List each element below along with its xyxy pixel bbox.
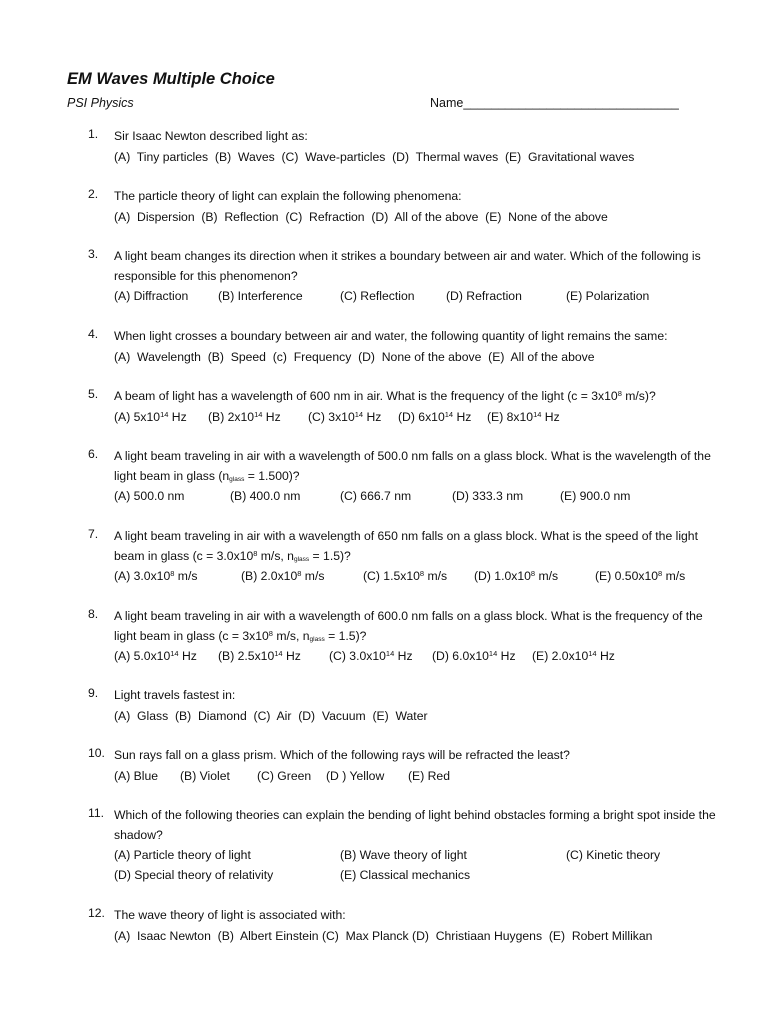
option-unit: m/s bbox=[174, 569, 198, 583]
option-b: (B) 400.0 nm bbox=[230, 489, 301, 503]
exponent: 14 bbox=[488, 649, 498, 658]
question-11 bbox=[88, 806, 718, 885]
question-6 bbox=[88, 447, 718, 506]
options-line: (A) Wavelength (B) Speed (c) Frequency (D) None of the above (E) All of the above bbox=[114, 349, 595, 364]
option-d bbox=[474, 566, 558, 586]
text-part: A light beam traveling in air with a wavelength of 600.0 nm falls on a glass block. What is the frequency of the light beam in glass (c = 3x10 bbox=[114, 609, 703, 643]
option-unit: Hz bbox=[262, 409, 281, 424]
option-label: (C) 1.5x10 bbox=[363, 569, 420, 583]
option-e: (E) Red bbox=[408, 768, 450, 783]
option-unit: Hz bbox=[541, 409, 560, 424]
options-line: (A) Isaac Newton (B) Albert Einstein (C) Max Planck (D) Christiaan Huygens (E) Robert Millikan bbox=[114, 928, 653, 943]
question-number: 2. bbox=[88, 187, 99, 201]
question-4 bbox=[88, 327, 718, 367]
exponent: 14 bbox=[160, 409, 169, 419]
answer-options-row-2 bbox=[114, 865, 718, 885]
option-label: (B) 2.0x10 bbox=[241, 569, 298, 583]
answer-options bbox=[114, 566, 718, 586]
course-label: PSI Physics bbox=[67, 96, 134, 110]
text-part: m/s, n bbox=[257, 548, 294, 563]
text-part: = 1.5)? bbox=[324, 628, 367, 643]
text-part: m/s, n bbox=[272, 628, 310, 643]
option-unit: Hz bbox=[282, 649, 301, 663]
question-12 bbox=[88, 906, 718, 946]
exponent: 14 bbox=[588, 649, 597, 658]
option-label: (D) 6x10 bbox=[398, 409, 445, 424]
question-number: 11. bbox=[88, 806, 105, 820]
subscript: glass bbox=[229, 475, 245, 483]
question-number: 6. bbox=[88, 447, 99, 461]
question-text bbox=[114, 387, 718, 407]
question-2 bbox=[88, 187, 718, 227]
option-unit: Hz bbox=[453, 409, 472, 424]
option-d bbox=[432, 646, 516, 666]
question-text: Which of the following theories can explain the bending of light behind obstacles forming a bright spot inside the shadow? bbox=[114, 808, 716, 842]
exponent: 8 bbox=[530, 569, 536, 578]
option-d: (D) Refraction bbox=[446, 289, 522, 303]
exponent: 8 bbox=[617, 389, 622, 398]
question-number: 4. bbox=[88, 327, 99, 341]
option-a: (A) Blue bbox=[114, 768, 159, 783]
option-e: (E) 900.0 nm bbox=[560, 489, 631, 503]
answer-options bbox=[114, 646, 718, 666]
option-d: (D ) Yellow bbox=[326, 768, 385, 783]
option-a bbox=[114, 646, 197, 666]
option-c: (C) Kinetic theory bbox=[566, 848, 661, 862]
subscript: glass bbox=[309, 635, 325, 643]
option-unit: Hz bbox=[178, 649, 197, 663]
option-a: (A) Diffraction bbox=[114, 289, 189, 303]
option-a: (A) 500.0 nm bbox=[114, 489, 185, 503]
option-b bbox=[241, 566, 324, 586]
option-unit: Hz bbox=[596, 649, 615, 663]
option-label: (C) 3x10 bbox=[308, 409, 355, 424]
answer-options bbox=[114, 766, 718, 786]
option-a bbox=[114, 407, 187, 427]
option-unit: m/s bbox=[662, 569, 686, 583]
option-c: (C) Green bbox=[257, 768, 312, 783]
option-label: (C) 3.0x10 bbox=[329, 649, 386, 663]
exponent: 14 bbox=[354, 409, 364, 419]
exponent: 14 bbox=[170, 649, 179, 658]
question-text: The particle theory of light can explain the following phenomena: bbox=[114, 189, 462, 203]
text-part: A light beam traveling in air with a wavelength of 650 nm falls on a glass block. What is the speed of the light beam in glass (c = 3.0x10 bbox=[114, 529, 698, 563]
text-part: = 1.5)? bbox=[309, 548, 351, 563]
question-8 bbox=[88, 607, 718, 666]
option-label: (A) 5x10 bbox=[114, 409, 161, 424]
option-unit: Hz bbox=[168, 409, 187, 424]
option-b bbox=[218, 646, 301, 666]
option-e bbox=[487, 407, 560, 427]
question-number: 9. bbox=[88, 686, 99, 700]
option-a: (A) Particle theory of light bbox=[114, 848, 251, 862]
answer-options bbox=[114, 207, 718, 227]
text-part: A beam of light has a wavelength of 600 nm in air. What is the frequency of the light (c = 3x10 bbox=[114, 389, 618, 403]
answer-options bbox=[114, 347, 718, 367]
option-label: (E) 8x10 bbox=[487, 409, 534, 424]
question-9 bbox=[88, 686, 718, 726]
question-text: A light beam changes its direction when it strikes a boundary between air and water. Which of the following is responsible for this phenomenon? bbox=[114, 249, 701, 283]
exponent: 14 bbox=[385, 649, 395, 658]
text-part: = 1.500)? bbox=[244, 468, 300, 483]
question-10 bbox=[88, 746, 718, 786]
option-label: (D) 1.0x10 bbox=[474, 569, 531, 583]
answer-options bbox=[114, 407, 718, 427]
question-number: 1. bbox=[88, 127, 99, 141]
question-number: 5. bbox=[88, 387, 99, 401]
option-d: (D) 333.3 nm bbox=[452, 489, 524, 503]
question-number: 10. bbox=[88, 746, 105, 760]
exponent: 8 bbox=[253, 548, 258, 558]
options-line: (A) Dispersion (B) Reflection (C) Refraction (D) All of the above (E) None of the above bbox=[114, 209, 608, 224]
options-line: (A) Tiny particles (B) Waves (C) Wave-particles (D) Thermal waves (E) Gravitational waves bbox=[114, 149, 635, 164]
question-text bbox=[114, 607, 718, 646]
question-text bbox=[114, 447, 718, 486]
question-number: 12. bbox=[88, 906, 105, 920]
page-title: EM Waves Multiple Choice bbox=[67, 70, 275, 88]
subscript: glass bbox=[293, 555, 310, 563]
question-5 bbox=[88, 387, 718, 427]
exponent: 14 bbox=[254, 409, 263, 419]
option-unit: m/s bbox=[301, 569, 325, 583]
option-e: (E) Classical mechanics bbox=[340, 868, 471, 882]
option-e: (E) Polarization bbox=[566, 289, 650, 303]
option-label: (E) 0.50x10 bbox=[595, 569, 659, 583]
option-label: (E) 2.0x10 bbox=[532, 649, 589, 663]
question-7 bbox=[88, 527, 718, 586]
question-number: 3. bbox=[88, 247, 99, 261]
exponent: 14 bbox=[533, 409, 542, 419]
option-c: (C) 666.7 nm bbox=[340, 489, 412, 503]
option-a bbox=[114, 566, 197, 586]
question-text: Sir Isaac Newton described light as: bbox=[114, 129, 308, 143]
exponent: 14 bbox=[444, 409, 454, 419]
answer-options bbox=[114, 845, 718, 865]
question-text bbox=[114, 527, 718, 566]
question-text: When light crosses a boundary between air and water, the following quantity of light remains the same: bbox=[114, 329, 668, 343]
option-e bbox=[595, 566, 685, 586]
option-unit: Hz bbox=[394, 649, 413, 663]
option-label: (B) 2.5x10 bbox=[218, 649, 275, 663]
option-label: (A) 5.0x10 bbox=[114, 649, 171, 663]
answer-options bbox=[114, 486, 718, 506]
text-part: A light beam traveling in air with a wavelength of 500.0 nm falls on a glass block. What is the wavelength of the light beam in glass (n bbox=[114, 449, 711, 483]
exponent: 8 bbox=[419, 569, 425, 578]
option-b bbox=[208, 407, 281, 427]
option-c bbox=[329, 646, 413, 666]
option-c bbox=[308, 407, 381, 427]
option-unit: Hz bbox=[363, 409, 382, 424]
text-part: m/s)? bbox=[621, 389, 656, 403]
question-3 bbox=[88, 247, 718, 306]
option-label: (B) 2x10 bbox=[208, 409, 255, 424]
exponent: 8 bbox=[297, 569, 302, 578]
exponent: 8 bbox=[268, 628, 273, 638]
answer-options bbox=[114, 286, 718, 306]
question-1 bbox=[88, 127, 718, 167]
option-d: (D) Special theory of relativity bbox=[114, 868, 274, 882]
answer-options bbox=[114, 706, 718, 726]
option-e bbox=[532, 646, 615, 666]
answer-options bbox=[114, 147, 718, 167]
exponent: 8 bbox=[658, 569, 663, 578]
option-unit: m/s bbox=[535, 569, 559, 583]
question-text: Sun rays fall on a glass prism. Which of the following rays will be refracted the least? bbox=[114, 748, 570, 762]
exponent: 14 bbox=[274, 649, 283, 658]
option-c bbox=[363, 566, 447, 586]
option-d bbox=[398, 407, 471, 427]
option-label: (A) 3.0x10 bbox=[114, 569, 171, 583]
option-b: (B) Wave theory of light bbox=[340, 848, 467, 862]
question-text: The wave theory of light is associated with: bbox=[114, 908, 346, 922]
answer-options bbox=[114, 926, 718, 946]
question-number: 7. bbox=[88, 527, 99, 541]
option-b: (B) Interference bbox=[218, 289, 303, 303]
exponent: 8 bbox=[170, 569, 175, 578]
options-line: (A) Glass (B) Diamond (C) Air (D) Vacuum (E) Water bbox=[114, 708, 428, 723]
name-field: Name_______________________________ bbox=[430, 96, 679, 110]
option-label: (D) 6.0x10 bbox=[432, 649, 489, 663]
option-c: (C) Reflection bbox=[340, 289, 415, 303]
option-unit: Hz bbox=[497, 649, 516, 663]
option-unit: m/s bbox=[424, 569, 448, 583]
question-number: 8. bbox=[88, 607, 99, 621]
question-text: Light travels fastest in: bbox=[114, 688, 236, 702]
option-b: (B) Violet bbox=[180, 768, 230, 783]
